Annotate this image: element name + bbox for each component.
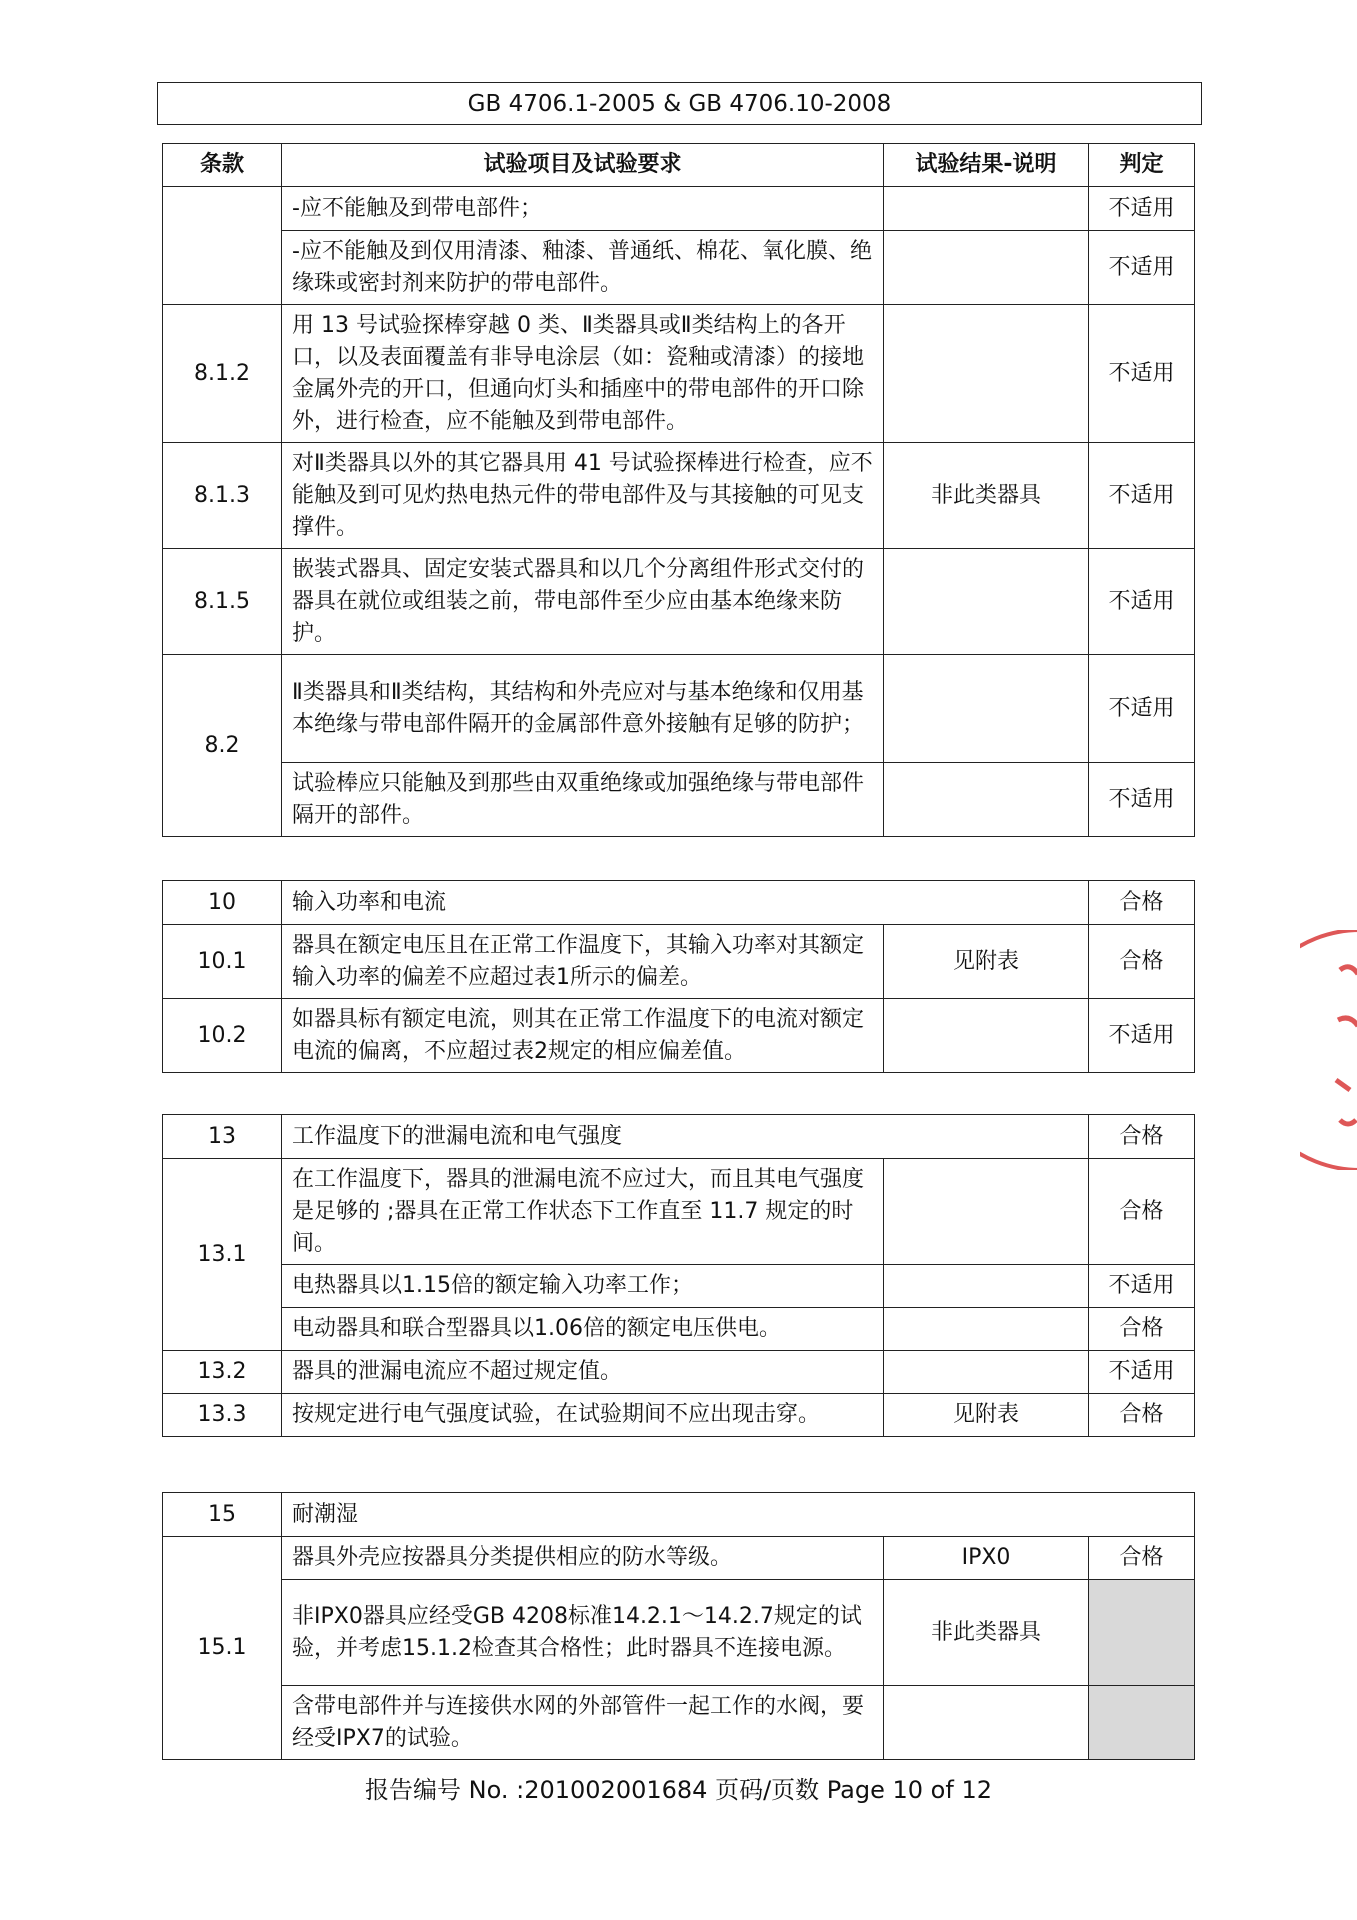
table-row <box>163 925 1195 999</box>
result-cell: 非此类器具 <box>884 443 1089 549</box>
result-cell <box>884 187 1089 231</box>
result-cell <box>884 655 1089 763</box>
report-number: 报告编号 No. :201002001684 页码/页数 Page 10 of 12 <box>365 1776 992 1804</box>
section-title: 工作温度下的泄漏电流和电气强度 <box>282 1115 1089 1159</box>
item-cell: Ⅱ类器具和Ⅱ类结构，其结构和外壳应对与基本绝缘和仅用基本绝缘与带电部件隔开的金属部件意外接触有足够的防护； <box>282 655 884 763</box>
table-header-row <box>163 144 1195 187</box>
item-cell: -应不能触及到带电部件； <box>282 187 884 231</box>
table-row <box>163 231 1195 305</box>
item-cell: 器具在额定电压且在正常工作温度下，其输入功率对其额定输入功率的偏差不应超过表1所示的偏差。 <box>282 925 884 999</box>
result-cell <box>884 1308 1089 1351</box>
clause-cell: 15.1 <box>163 1537 282 1760</box>
seal-stamp-icon <box>1300 930 1357 1170</box>
verdict-cell: 合格 <box>1089 1308 1195 1351</box>
result-cell: 见附表 <box>884 925 1089 999</box>
table-row <box>163 187 1195 231</box>
table-row <box>163 443 1195 549</box>
result-cell: 非此类器具 <box>884 1580 1089 1686</box>
table-row <box>163 1351 1195 1394</box>
verdict-cell: 不适用 <box>1089 549 1195 655</box>
table-row <box>163 1308 1195 1351</box>
table-row <box>163 763 1195 837</box>
verdict-cell-shaded <box>1089 1686 1195 1760</box>
section-clause: 10 <box>163 881 282 925</box>
table-row <box>163 305 1195 443</box>
verdict-cell: 不适用 <box>1089 999 1195 1073</box>
item-cell: 用 13 号试验探棒穿越 0 类、Ⅱ类器具或Ⅱ类结构上的各开口，以及表面覆盖有非导电涂层（如：瓷釉或清漆）的接地金属外壳的开口，但通向灯头和插座中的带电部件的开口除外，进行检查，应不能触及到带电部件。 <box>282 305 884 443</box>
item-cell: 嵌装式器具、固定安装式器具和以几个分离组件形式交付的器具在就位或组装之前，带电部件至少应由基本绝缘来防护。 <box>282 549 884 655</box>
section-verdict: 合格 <box>1089 1115 1195 1159</box>
item-cell: 电动器具和联合型器具以1.06倍的额定电压供电。 <box>282 1308 884 1351</box>
clause-table-15 <box>162 1492 1195 1760</box>
verdict-cell: 合格 <box>1089 1537 1195 1580</box>
item-cell: 在工作温度下，器具的泄漏电流不应过大，而且其电气强度是足够的 ;器具在正常工作状态下工作直至 11.7 规定的时间。 <box>282 1159 884 1265</box>
section-verdict: 合格 <box>1089 881 1195 925</box>
table-row <box>163 655 1195 763</box>
section-row <box>163 1493 1195 1537</box>
section-clause: 15 <box>163 1493 282 1537</box>
table-row <box>163 549 1195 655</box>
clause-cell: 8.1.2 <box>163 305 282 443</box>
result-cell <box>884 999 1089 1073</box>
clause-cell: 13.2 <box>163 1351 282 1394</box>
verdict-cell: 不适用 <box>1089 443 1195 549</box>
result-cell <box>884 231 1089 305</box>
result-cell <box>884 1686 1089 1760</box>
clause-cell: 13.1 <box>163 1159 282 1351</box>
result-cell <box>884 305 1089 443</box>
item-cell: 电热器具以1.15倍的额定输入功率工作； <box>282 1265 884 1308</box>
clause-cell: 10.2 <box>163 999 282 1073</box>
result-cell <box>884 1351 1089 1394</box>
section-row <box>163 881 1195 925</box>
clause-table-13 <box>162 1114 1195 1437</box>
verdict-cell: 不适用 <box>1089 305 1195 443</box>
table-row <box>163 1537 1195 1580</box>
item-cell: 器具的泄漏电流应不超过规定值。 <box>282 1351 884 1394</box>
section-row <box>163 1115 1195 1159</box>
item-cell: 按规定进行电气强度试验，在试验期间不应出现击穿。 <box>282 1394 884 1437</box>
clause-table-8 <box>162 143 1195 837</box>
table-row <box>163 1686 1195 1760</box>
verdict-cell: 不适用 <box>1089 1265 1195 1308</box>
item-cell: 含带电部件并与连接供水网的外部管件一起工作的水阀，要经受IPX7的试验。 <box>282 1686 884 1760</box>
report-footer <box>0 1770 1357 1805</box>
verdict-cell: 不适用 <box>1089 187 1195 231</box>
standard-header <box>157 82 1202 125</box>
result-cell: 见附表 <box>884 1394 1089 1437</box>
clause-table-10 <box>162 880 1195 1073</box>
col-header-item: 试验项目及试验要求 <box>282 144 884 187</box>
section-title: 耐潮湿 <box>282 1493 1195 1537</box>
col-header-verdict: 判定 <box>1089 144 1195 187</box>
item-cell: 试验棒应只能触及到那些由双重绝缘或加强绝缘与带电部件隔开的部件。 <box>282 763 884 837</box>
section-clause: 13 <box>163 1115 282 1159</box>
table-row <box>163 1394 1195 1437</box>
table-row <box>163 1265 1195 1308</box>
table-row <box>163 999 1195 1073</box>
clause-cell <box>163 187 282 305</box>
item-cell: 器具外壳应按器具分类提供相应的防水等级。 <box>282 1537 884 1580</box>
table-row <box>163 1159 1195 1265</box>
verdict-cell: 不适用 <box>1089 763 1195 837</box>
clause-cell: 10.1 <box>163 925 282 999</box>
standard-title: GB 4706.1-2005 & GB 4706.10-2008 <box>467 90 892 117</box>
clause-cell: 8.1.3 <box>163 443 282 549</box>
item-cell: 如器具标有额定电流，则其在正常工作温度下的电流对额定电流的偏离，不应超过表2规定的相应偏差值。 <box>282 999 884 1073</box>
verdict-cell: 合格 <box>1089 1159 1195 1265</box>
verdict-cell: 合格 <box>1089 1394 1195 1437</box>
verdict-cell: 合格 <box>1089 925 1195 999</box>
item-cell: -应不能触及到仅用清漆、釉漆、普通纸、棉花、氧化膜、绝缘珠或密封剂来防护的带电部件。 <box>282 231 884 305</box>
col-header-clause: 条款 <box>163 144 282 187</box>
result-cell: IPX0 <box>884 1537 1089 1580</box>
result-cell <box>884 1159 1089 1265</box>
result-cell <box>884 763 1089 837</box>
section-title: 输入功率和电流 <box>282 881 1089 925</box>
verdict-cell: 不适用 <box>1089 655 1195 763</box>
result-cell <box>884 1265 1089 1308</box>
item-cell: 对Ⅱ类器具以外的其它器具用 41 号试验探棒进行检查，应不能触及到可见灼热电热元件的带电部件及与其接触的可见支撑件。 <box>282 443 884 549</box>
clause-cell: 13.3 <box>163 1394 282 1437</box>
table-row <box>163 1580 1195 1686</box>
clause-cell: 8.2 <box>163 655 282 837</box>
verdict-cell: 不适用 <box>1089 1351 1195 1394</box>
verdict-cell: 不适用 <box>1089 231 1195 305</box>
result-cell <box>884 549 1089 655</box>
col-header-result: 试验结果-说明 <box>884 144 1089 187</box>
item-cell: 非IPX0器具应经受GB 4208标准14.2.1～14.2.7规定的试验，并考虑15.1.2检查其合格性；此时器具不连接电源。 <box>282 1580 884 1686</box>
clause-cell: 8.1.5 <box>163 549 282 655</box>
verdict-cell-shaded <box>1089 1580 1195 1686</box>
